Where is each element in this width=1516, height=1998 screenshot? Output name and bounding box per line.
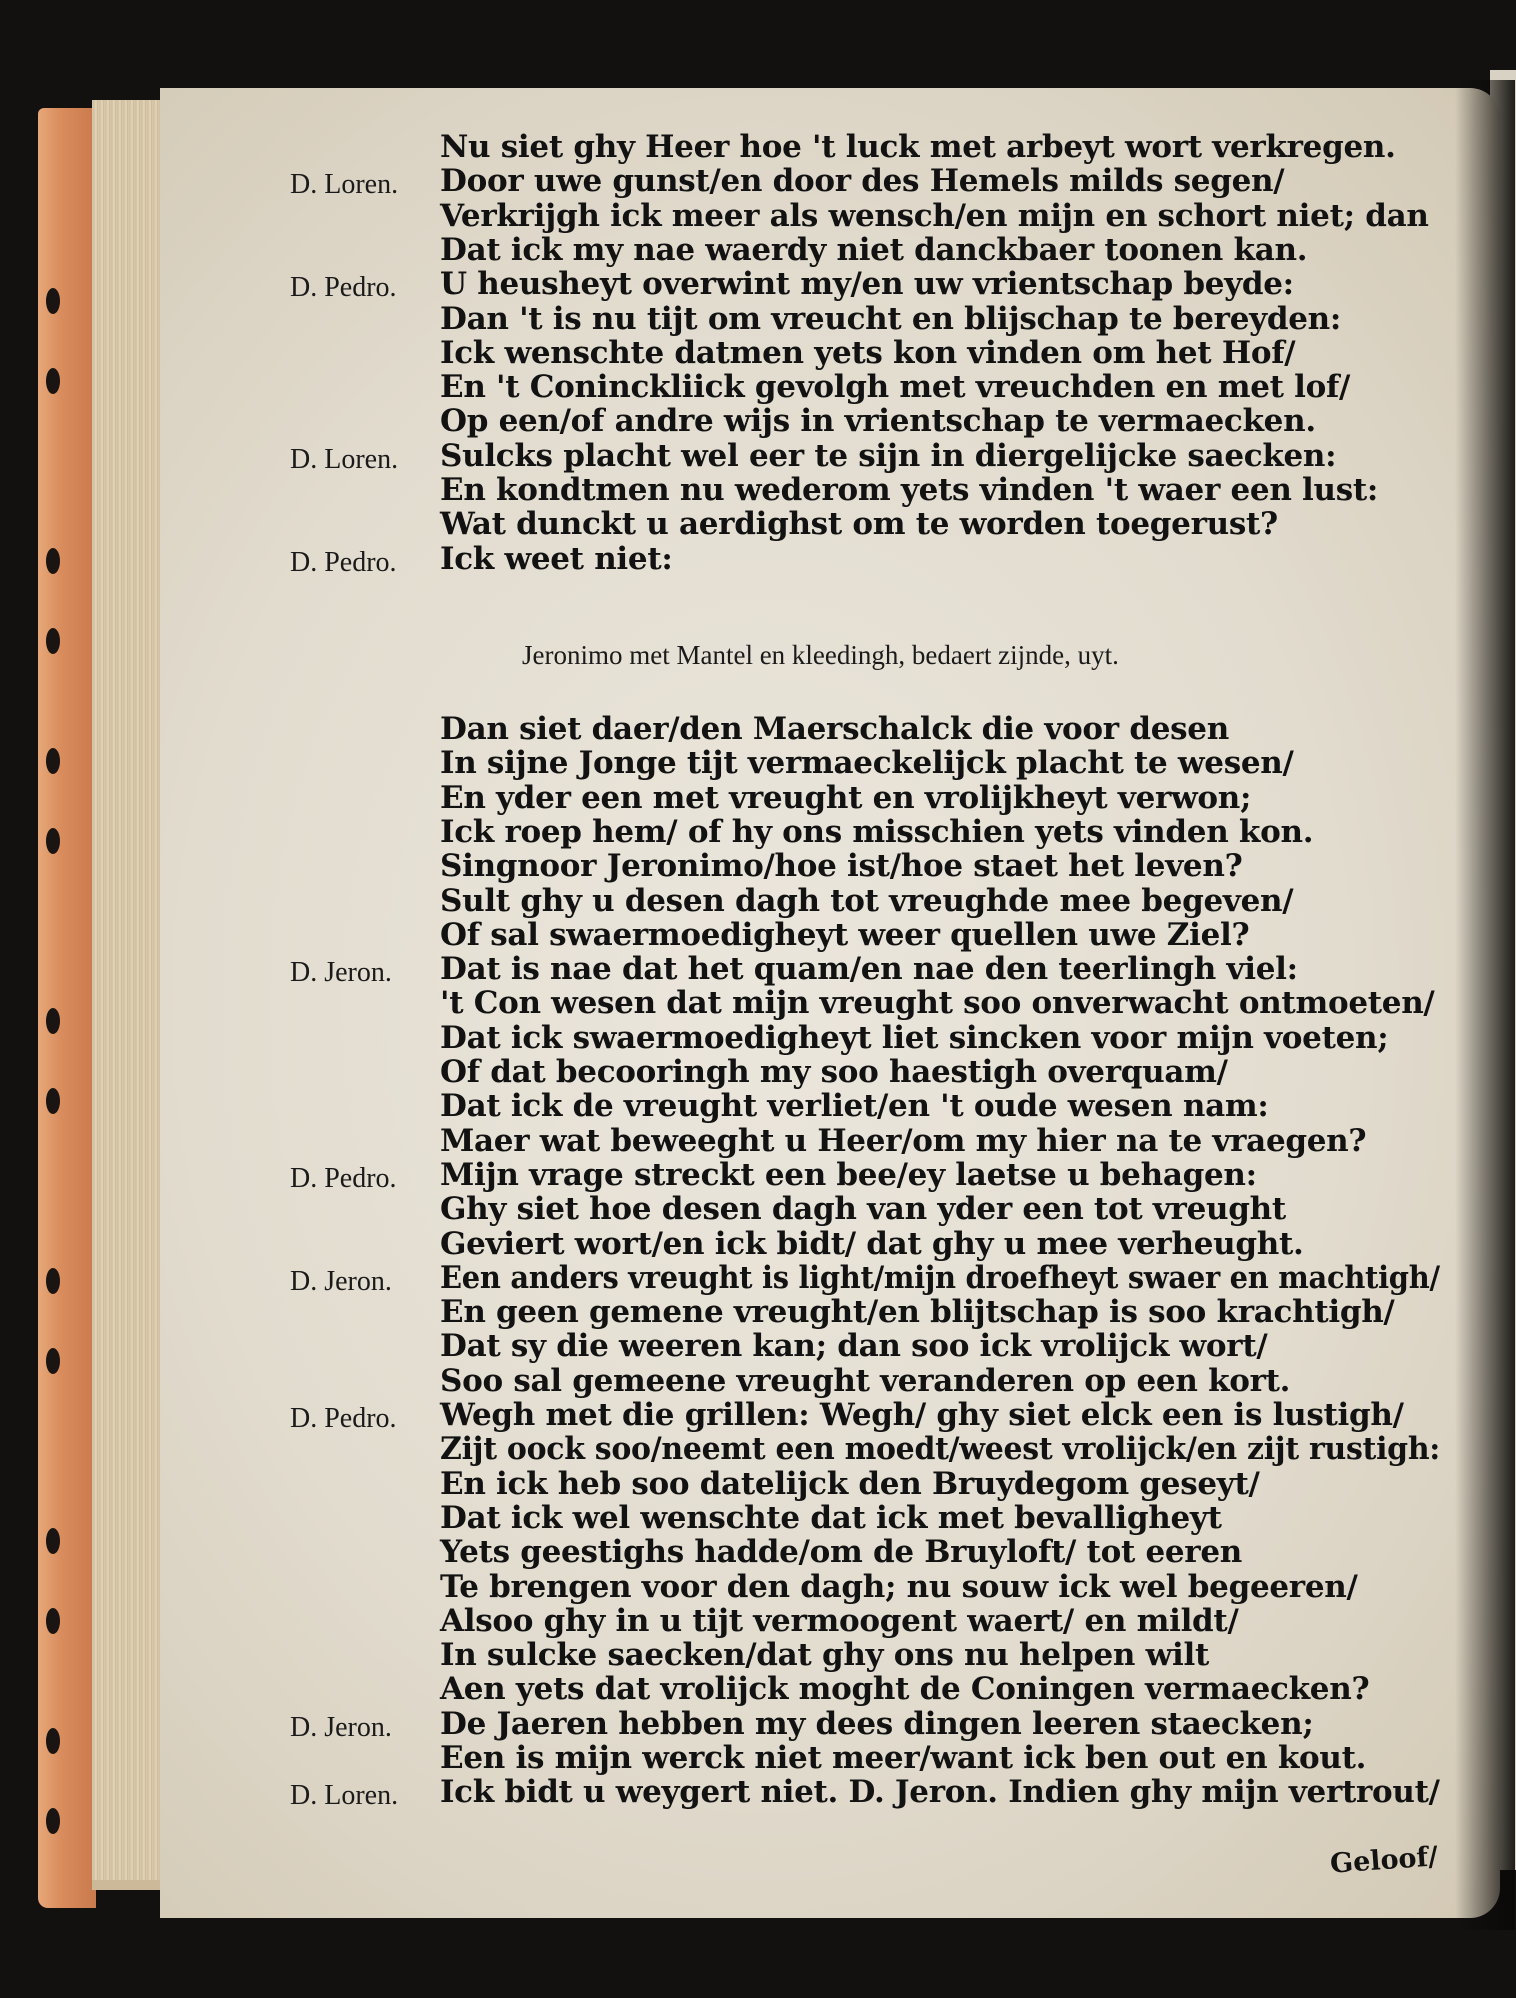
verse-line: Dat sy die weeren kan; dan soo ick vrolijck wort/ (440, 1328, 1268, 1365)
stage-direction: Jeronimo met Mantel en kleedingh, bedaert zijnde, uyt. (522, 640, 1119, 670)
verse-line: Soo sal gemeene vreught veranderen op een kort. (440, 1362, 1291, 1399)
book-spine (38, 108, 96, 1908)
verse-line: Yets geestighs hadde/om de Bruyloft/ tot eeren (440, 1534, 1242, 1571)
spine-hole (46, 368, 60, 394)
speaker-label: D. Jeron. (290, 1711, 392, 1743)
verse-line: Ick roep hem/ of hy ons misschien yets vinden kon. (440, 813, 1314, 850)
speaker-label: D. Loren. (290, 1780, 399, 1812)
verse-line: In sijne Jonge tijt vermaeckelijck placht te wesen/ (440, 745, 1294, 782)
speaker-label: D. Loren. (290, 169, 399, 201)
speaker-label: D. Pedro. (290, 1403, 397, 1434)
verse-line: Sulcks placht wel eer te sijn in diergelijcke saecken: (440, 437, 1337, 474)
verse-line: Ick bidt u weygert niet. D. Jeron. Indien ghy mijn vertrout/ (440, 1774, 1440, 1811)
verse-line: Ick weet niet: (440, 540, 673, 577)
spine-hole (46, 1608, 60, 1634)
verse-line: Dat ick swaermoedigheyt liet sincken voor mijn voeten; (440, 1019, 1389, 1056)
verse-line: Zijt oock soo/neemt een moedt/weest vrolijck/en zijt rustigh: (440, 1431, 1441, 1468)
catchword: Geloof/ (1329, 1841, 1439, 1880)
speaker-label: D. Loren. (290, 443, 399, 475)
spine-hole (46, 828, 60, 854)
page-gutter-shadow (1455, 80, 1515, 1930)
verse-line: Een anders vreught is light/mijn droefheyt swaer en machtigh/ (440, 1259, 1440, 1296)
verse-line: 't Con wesen dat mijn vreught soo onverwacht ontmoeten/ (440, 985, 1435, 1022)
verse-line: Of dat becooringh my soo haestigh overquam/ (440, 1054, 1228, 1090)
verse-line: Of sal swaermoedigheyt weer quellen uwe Ziel? (440, 916, 1250, 953)
verse-line: Door uwe gunst/en door des Hemels milds segen/ (440, 163, 1285, 200)
verse-line: In sulcke saecken/dat ghy ons nu helpen wilt (440, 1637, 1210, 1674)
spine-hole (46, 1008, 60, 1034)
verse-line: En geen gemene vreught/en blijtschap is soo krachtigh/ (440, 1294, 1395, 1331)
verse-line: Verkrijgh ick meer als wensch/en mijn en schort niet; dan (440, 197, 1429, 234)
speaker-label: D. Pedro. (290, 272, 397, 304)
speaker-label: D. Pedro. (290, 546, 397, 578)
verse-line: Aen yets dat vrolijck moght de Coningen vermaecken? (440, 1671, 1370, 1708)
spine-hole (46, 1268, 60, 1294)
speaker-label: D. Jeron. (290, 1265, 392, 1297)
verse-line: Geviert wort/en ick bidt/ dat ghy u mee verheught. (440, 1225, 1304, 1262)
verse-line: De Jaeren hebben my dees dingen leeren staecken; (440, 1705, 1314, 1742)
verse-line: Een is mijn werck niet meer/want ick ben out en kout. (440, 1740, 1367, 1776)
spine-hole (46, 1528, 60, 1554)
verse-line: Dan siet daer/den Maerschalck die voor desen (440, 711, 1229, 747)
verse-line: Alsoo ghy in u tijt vermoogent waert/ en mildt/ (440, 1602, 1239, 1639)
verse-line: Ick wenschte datmen yets kon vinden om het Hof/ (440, 334, 1296, 371)
verse-line: Dat ick my nae waerdy niet danckbaer toonen kan. (440, 231, 1308, 268)
verse-line: Wegh met die grillen: Wegh/ ghy siet elck een is lustigh/ (440, 1397, 1404, 1433)
verse-line: Dat ick de vreught verliet/en 't oude wesen nam: (440, 1088, 1269, 1125)
spine-hole (46, 1808, 60, 1834)
verse-line: Wat dunckt u aerdighst om te worden toegerust? (440, 506, 1278, 543)
verse-line: En kondtmen nu wederom yets vinden 't waer een lust: (440, 472, 1379, 508)
verse-line: En yder een met vreught en vrolijkheyt verwon; (440, 779, 1252, 816)
spine-hole (46, 1088, 60, 1114)
verse-line: U heusheyt overwint my/en uw vrientschap beyde: (440, 266, 1294, 303)
spine-hole (46, 1728, 60, 1754)
verse-line: En ick heb soo datelijck den Bruydegom geseyt/ (440, 1465, 1260, 1502)
verse-line: En 't Coninckliick gevolgh met vreuchden en met lof/ (440, 369, 1351, 406)
spine-hole (46, 548, 60, 574)
verse-line: Op een/of andre wijs in vrientschap te vermaecken. (440, 403, 1316, 440)
spine-hole (46, 1348, 60, 1374)
verse-line: Dat ick wel wenschte dat ick met bevalligheyt (440, 1499, 1222, 1536)
verse-line: Te brengen voor den dagh; nu souw ick wel begeeren/ (440, 1568, 1358, 1605)
spine-hole (46, 748, 60, 774)
speaker-label: D. Pedro. (290, 1162, 397, 1194)
verse-line: Ghy siet hoe desen dagh van yder een tot vreught (440, 1191, 1286, 1228)
speaker-label: D. Jeron. (290, 957, 392, 989)
spine-hole (46, 628, 60, 654)
verse-line: Maer wat beweeght u Heer/om my hier na te vraegen? (440, 1122, 1367, 1159)
spine-hole (46, 288, 60, 314)
verse-line: Singnoor Jeronimo/hoe ist/hoe staet het leven? (440, 848, 1243, 885)
verse-line: Dan 't is nu tijt om vreucht en blijschap te bereyden: (440, 300, 1342, 337)
verse-line: Nu siet ghy Heer hoe 't luck met arbeyt wort verkregen. (440, 129, 1396, 165)
verse-line: Dat is nae dat het quam/en nae den teerlingh viel: (440, 951, 1298, 988)
verse-line: Mijn vrage streckt een bee/ey laetse u behagen: (440, 1156, 1257, 1193)
verse-line: Sult ghy u desen dagh tot vreughde mee begeven/ (440, 882, 1294, 919)
